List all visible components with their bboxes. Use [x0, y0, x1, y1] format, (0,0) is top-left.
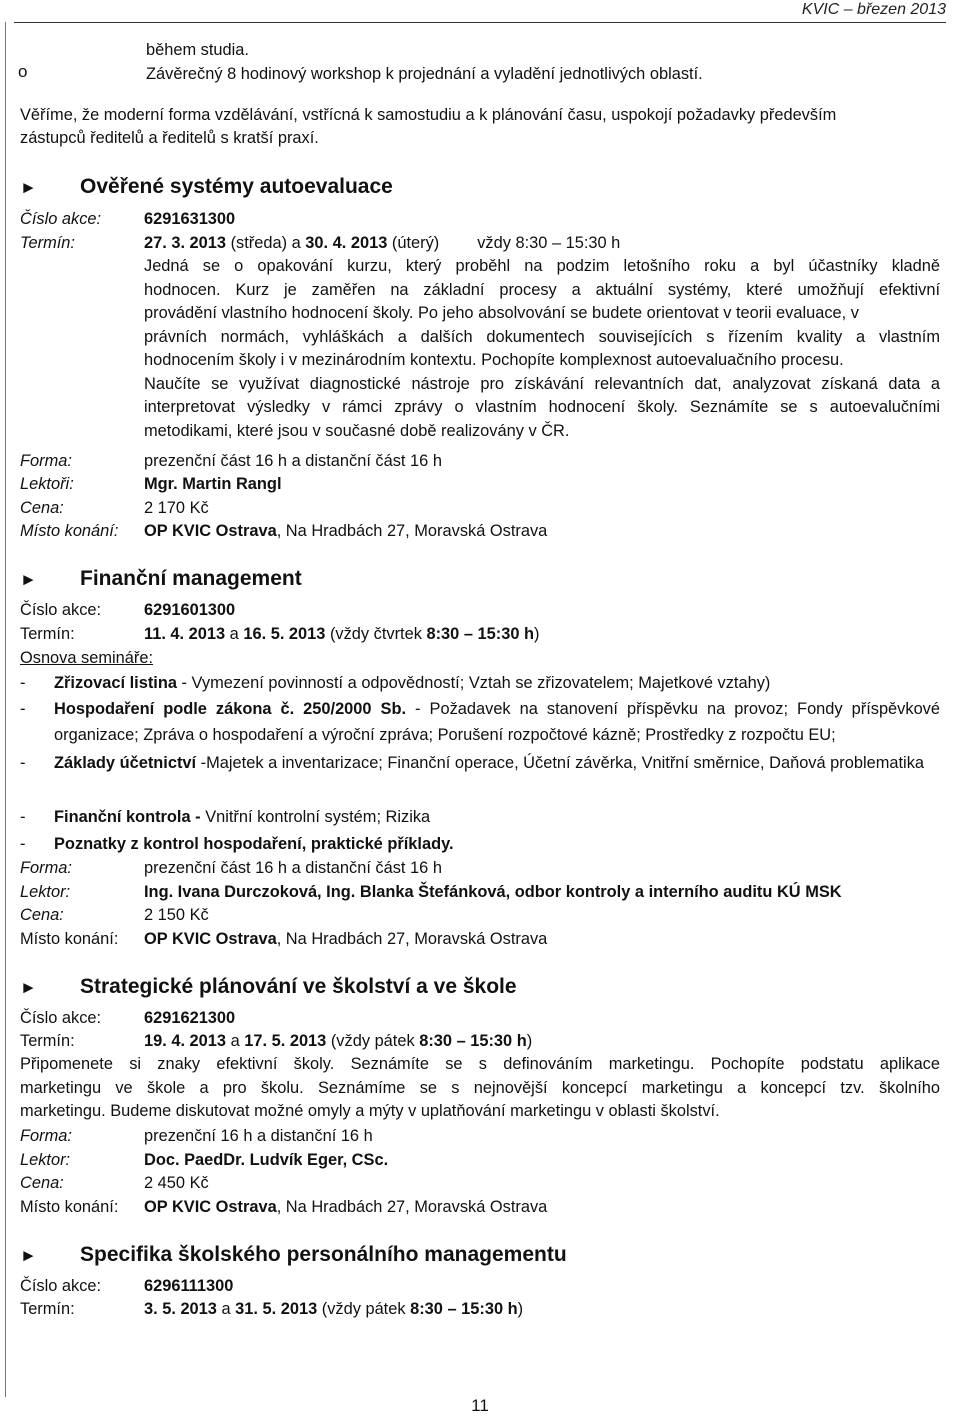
course-heading — [20, 974, 517, 1001]
page-frame-left — [5, 22, 6, 1397]
list-item: Hospodaření podle zákona č. 250/2000 Sb. - Požadavek na stanovení příspěvku na provoz; Fondy příspěvkové organizace; Zpráva o hospodaření a výroční zpráva; Porušení rozpočtové kázně; Prostředky z rozpočtu EU; — [54, 700, 940, 744]
intro-bullet-text: Závěrečný 8 hodinový workshop k projednání a vyladění jednotlivých oblastí. — [146, 65, 703, 83]
course-venue-row: Místo konání: OP KVIC Ostrava, Na Hradbách 27, Moravská Ostrava — [20, 930, 548, 948]
running-title: KVIC – březen 2013 — [801, 1, 946, 18]
course-price-row: Cena: 2 150 Kč — [20, 906, 209, 924]
intro-line: během studia. — [146, 41, 249, 59]
arrow-right-icon: ► — [20, 570, 37, 589]
course-heading — [20, 174, 393, 201]
intro-paragraph-line: zástupců ředitelů a ředitelů s kratší praxí. — [20, 129, 319, 147]
course-lecturer-row: Lektor: Ing. Ivana Durczoková, Ing. Blanka Štefánková, odbor kontroly a interního auditu KÚ MSK — [20, 883, 842, 901]
course-form-row: Forma: prezenční 16 h a distanční 16 h — [20, 1127, 373, 1145]
course-venue-row: Místo konání: OP KVIC Ostrava, Na Hradbách 27, Moravská Ostrava — [20, 522, 548, 540]
list-item: Základy účetnictví -Majetek a inventarizace; Finanční operace, Účetní závěrka, Vnitřní směrnice, Daňová problematika — [54, 754, 925, 772]
course-id-row: Číslo akce: 6291631300 — [20, 210, 236, 228]
course-title: Strategické plánování ve školství a ve škole — [80, 975, 517, 998]
course-venue-row: Místo konání: OP KVIC Ostrava, Na Hradbách 27, Moravská Ostrava — [20, 1198, 548, 1216]
course-title: Ověřené systémy autoevaluace — [80, 175, 393, 198]
course-date-row: Termín: 3. 5. 2013 a 31. 5. 2013 (vždy pátek 8:30 – 15:30 h) — [20, 1300, 524, 1318]
course-form-row: Forma: prezenční část 16 h a distanční část 16 h — [20, 452, 442, 470]
course-id-row: Číslo akce: 6291601300 — [20, 601, 236, 619]
list-dash: - — [20, 835, 26, 853]
arrow-right-icon: ► — [20, 178, 37, 197]
bullet-marker: o — [18, 62, 28, 81]
course-date-row: Termín: 19. 4. 2013 a 17. 5. 2013 (vždy pátek 8:30 – 15:30 h) — [20, 1032, 533, 1050]
list-dash: - — [20, 674, 26, 692]
syllabus-heading: Osnova semináře: — [20, 649, 154, 667]
header-rule — [14, 22, 946, 23]
course-lecturer-row: Lektor: Doc. PaedDr. Ludvík Eger, CSc. — [20, 1151, 389, 1169]
course-id-row: Číslo akce: 6291621300 — [20, 1009, 236, 1027]
course-heading — [20, 1242, 567, 1269]
arrow-right-icon: ► — [20, 1246, 37, 1265]
course-form-row: Forma: prezenční část 16 h a distanční část 16 h — [20, 859, 442, 877]
course-lecturer-row: Lektoři: Mgr. Martin Rangl — [20, 475, 282, 493]
course-title: Specifika školského personálního managementu — [80, 1243, 567, 1266]
list-dash: - — [20, 700, 26, 718]
page-number: 11 — [471, 1396, 489, 1415]
list-item: Zřizovací listina - Vymezení povinností a odpovědností; Vztah se zřizovatelem; Majetkové vztahy) — [54, 674, 771, 692]
arrow-right-icon: ► — [20, 978, 37, 997]
list-dash: - — [20, 808, 26, 826]
course-id-row: Číslo akce: 6296111300 — [20, 1277, 234, 1295]
course-title: Finanční management — [80, 567, 302, 590]
course-price-row: Cena: 2 450 Kč — [20, 1174, 209, 1192]
course-price-row: Cena: 2 170 Kč — [20, 499, 209, 517]
course-date-row: Termín: 11. 4. 2013 a 16. 5. 2013 (vždy čtvrtek 8:30 – 15:30 h) — [20, 625, 540, 643]
list-item: Finanční kontrola - Vnitřní kontrolní systém; Rizika — [54, 808, 431, 826]
intro-paragraph-line: Věříme, že moderní forma vzdělávání, vstřícná k samostudiu a k plánování času, uspokojí požadavky především — [20, 106, 837, 124]
course-heading — [20, 566, 302, 593]
list-item: Poznatky z kontrol hospodaření, praktické příklady. — [54, 835, 454, 853]
course-date-row: Termín: 27. 3. 2013 (středa) a 30. 4. 2013 (úterý) vždy 8:30 – 15:30 h — [20, 234, 621, 252]
list-dash: - — [20, 754, 26, 772]
